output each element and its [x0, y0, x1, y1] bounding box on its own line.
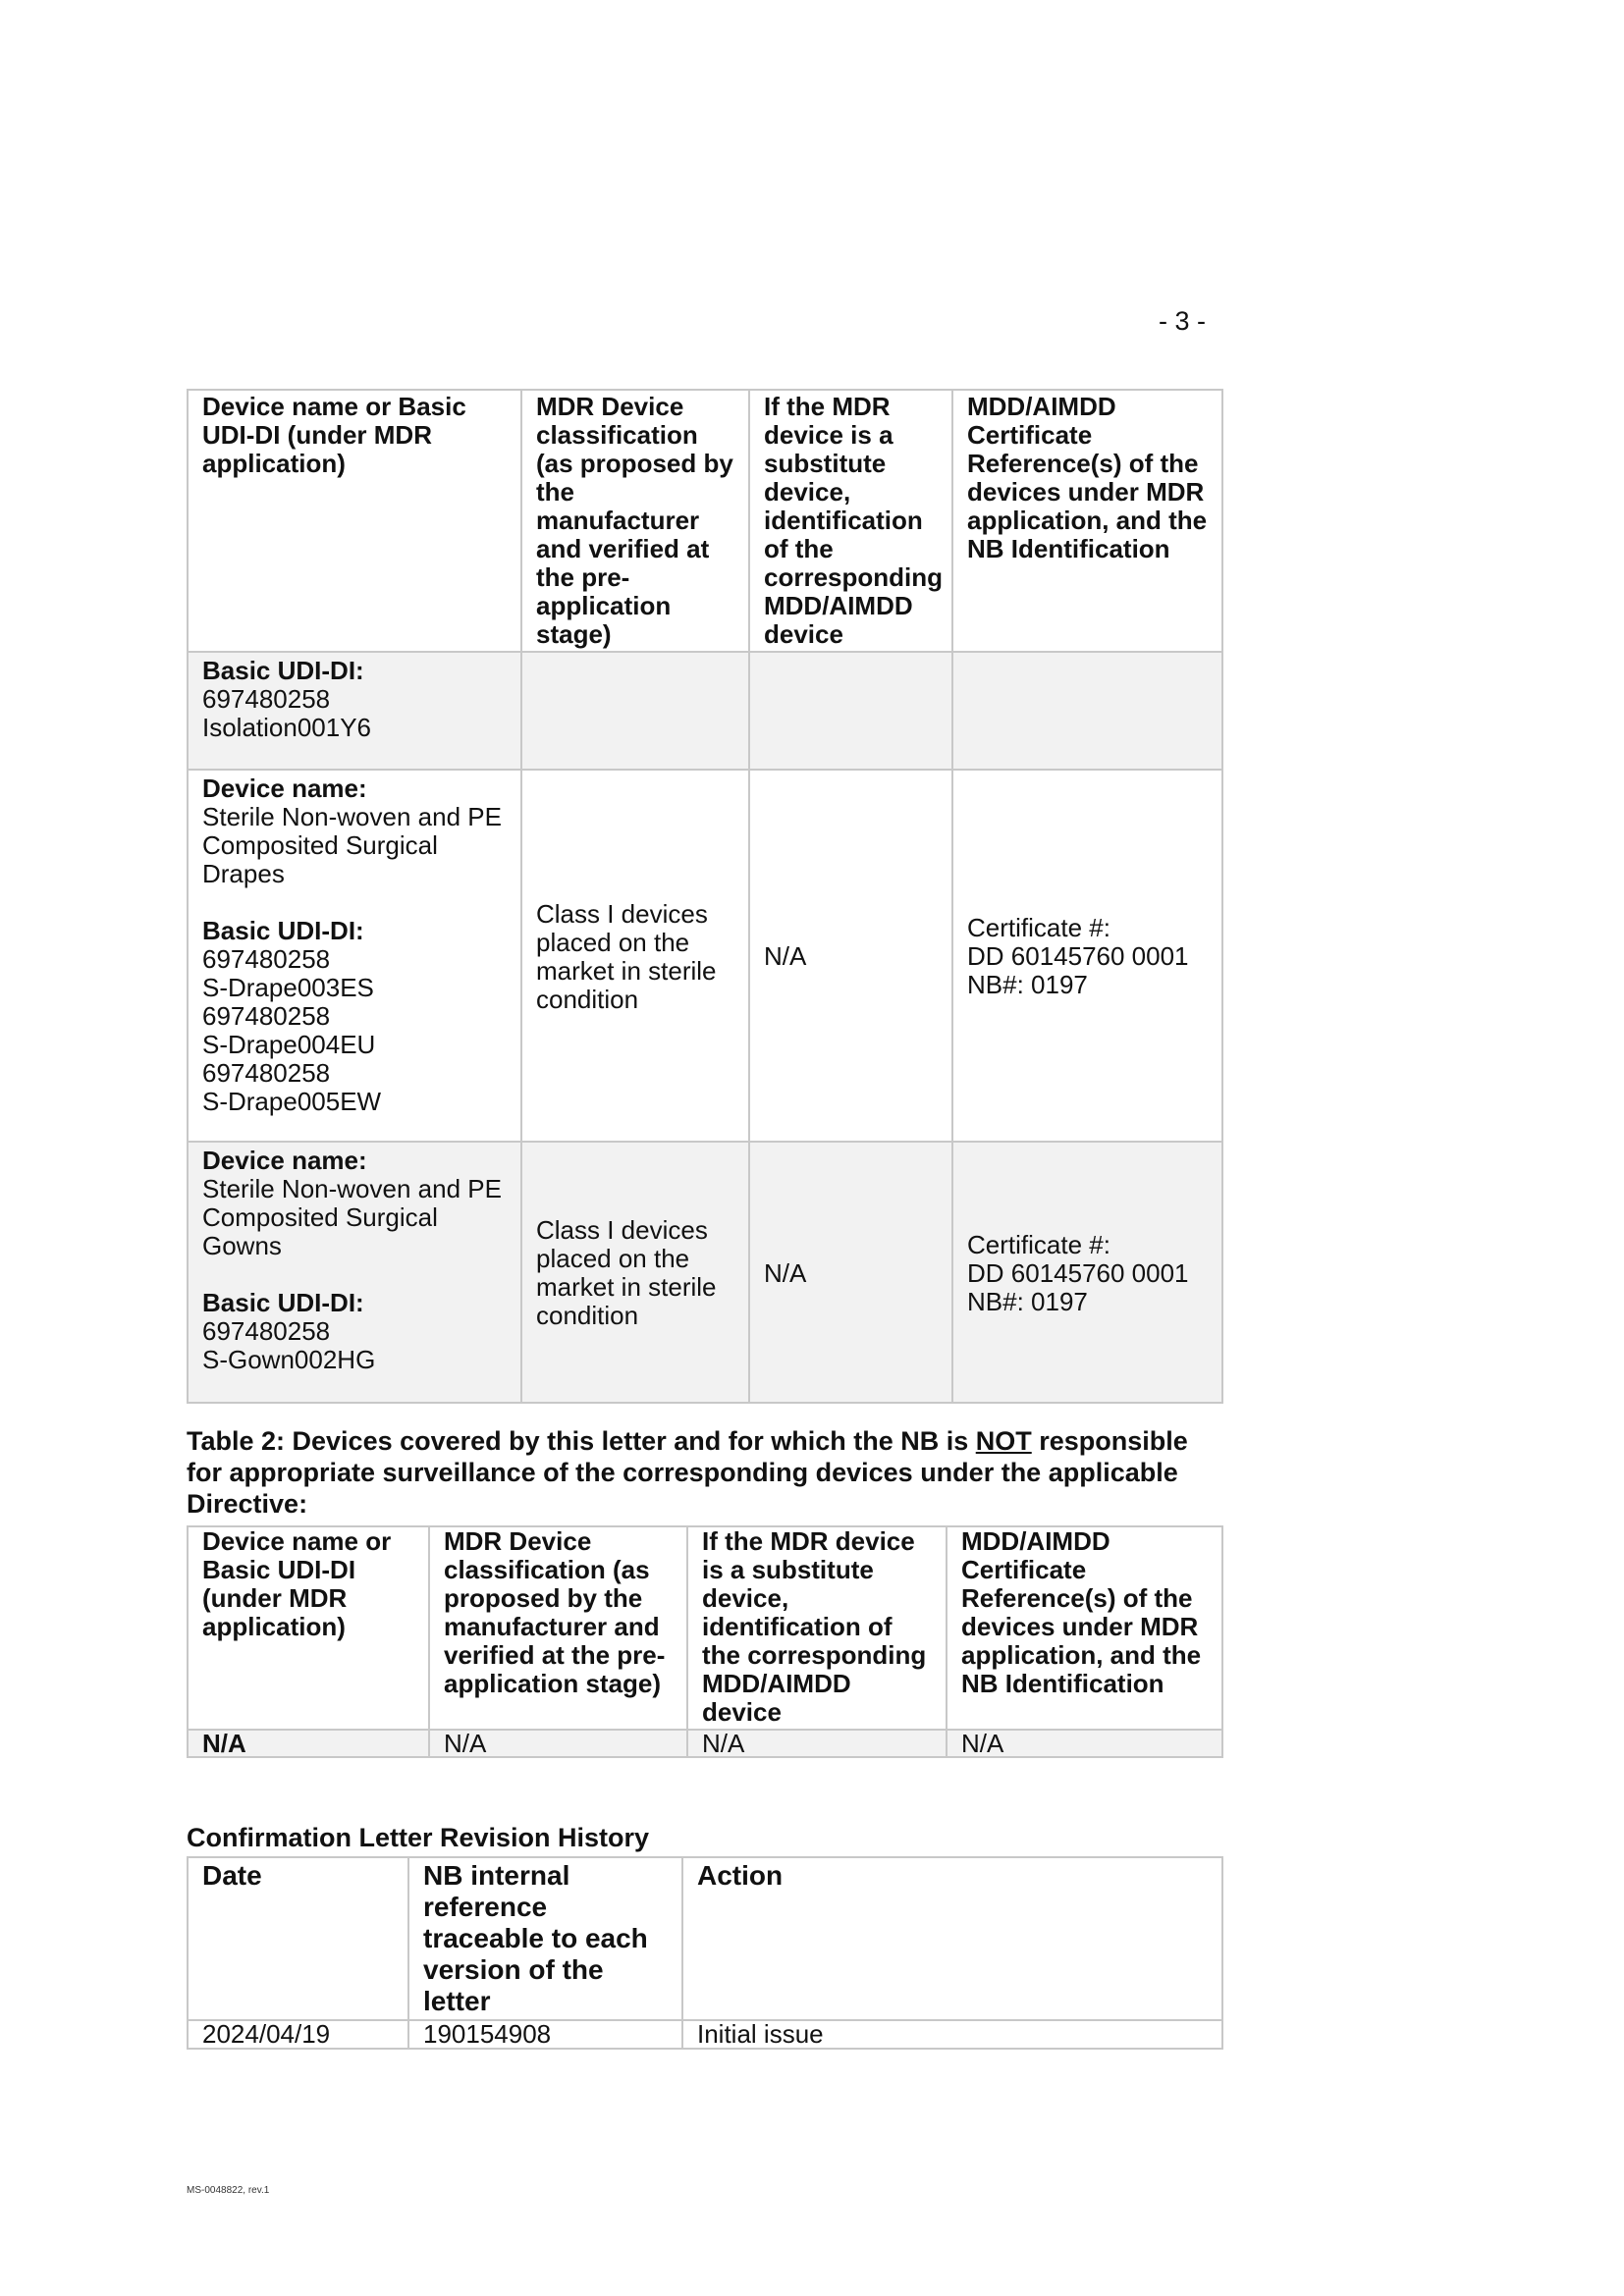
substitute-cell: N/A — [687, 1730, 947, 1757]
table-row — [188, 652, 1222, 770]
udi-line: 697480258 — [202, 1058, 331, 1088]
table-header-row — [188, 1526, 1222, 1730]
footer-document-code: MS-0048822, rev.1 — [187, 2185, 270, 2196]
certificate-line: DD 60145760 0001 — [967, 1257, 1189, 1288]
revision-action: Initial issue — [682, 2020, 1222, 2049]
udi-line: 697480258 — [202, 1001, 331, 1031]
classification-line: placed on the — [536, 927, 690, 957]
classification-cell — [521, 652, 749, 770]
certificate-label: Certificate #: — [967, 913, 1110, 942]
header-substitute-device: If the MDR device is a substitute device, identification of the corresponding MDD/AIMDD device — [687, 1526, 947, 1730]
udi-line: Isolation001Y6 — [202, 713, 372, 742]
device-name-line: Composited Surgical — [202, 1202, 438, 1232]
classification-cell: N/A — [429, 1730, 687, 1757]
caption-text-before: Table 2: Devices covered by this letter and for which the NB is — [187, 1426, 976, 1456]
classification-line: Class I devices — [536, 1215, 708, 1245]
certificate-label: Certificate #: — [967, 1229, 1110, 1259]
classification-cell — [521, 770, 749, 1142]
revision-history-table — [187, 1856, 1223, 2050]
header-certificate-reference: MDD/AIMDD Certificate Reference(s) of the devices under MDR application, and the NB Identification — [947, 1526, 1222, 1730]
classification-line: market in sterile — [536, 1272, 717, 1302]
classification-line: condition — [536, 1301, 639, 1330]
revision-date: 2024/04/19 — [188, 2020, 408, 2049]
device-cell — [188, 652, 521, 770]
udi-line: 697480258 — [202, 1316, 331, 1346]
certificate-cell: N/A — [947, 1730, 1222, 1757]
header-certificate-reference: MDD/AIMDD Certificate Reference(s) of the devices under MDR application, and the NB Identification — [952, 390, 1222, 652]
header-action: Action — [682, 1857, 1222, 2020]
certificate-line: DD 60145760 0001 — [967, 941, 1189, 971]
header-mdr-classification: MDR Device classification (as proposed by the manufacturer and verified at the pre-application stage) — [429, 1526, 687, 1730]
header-device-name: Device name or Basic UDI-DI (under MDR application) — [188, 1526, 429, 1730]
header-substitute-device: If the MDR device is a substitute device, identification of the corresponding MDD/AIMDD device — [749, 390, 952, 652]
table2-caption — [187, 1425, 1227, 1520]
classification-line: Class I devices — [536, 898, 708, 929]
device-name-line: Sterile Non-woven and PE — [202, 1174, 502, 1203]
device-cell — [188, 1142, 521, 1403]
device-cell: N/A — [188, 1730, 429, 1757]
table-row — [188, 1730, 1222, 1757]
device-name-line: Drapes — [202, 859, 285, 888]
table-header-row — [188, 1857, 1222, 2020]
caption-text-after: responsible for appropriate surveillance of the corresponding devices under the applicable Directive: — [187, 1426, 1188, 1519]
udi-line: 697480258 — [202, 684, 331, 714]
device-name-line: Sterile Non-woven and PE — [202, 802, 502, 831]
udi-line: S-Drape004EU — [202, 1030, 376, 1059]
certificate-line: NB#: 0197 — [967, 1286, 1088, 1316]
devices-not-responsible-table — [187, 1525, 1223, 1758]
device-name-line: Composited Surgical — [202, 830, 438, 860]
certificate-line: NB#: 0197 — [967, 970, 1088, 999]
device-name-label: Device name: — [202, 1146, 367, 1175]
classification-line: condition — [536, 984, 639, 1014]
revision-reference: 190154908 — [408, 2020, 682, 2049]
substitute-cell: N/A — [749, 770, 952, 1142]
caption-not: NOT — [975, 1426, 1032, 1456]
table-row — [188, 1142, 1222, 1403]
table-row — [188, 770, 1222, 1142]
classification-line: market in sterile — [536, 955, 717, 986]
device-name-line: Gowns — [202, 1231, 282, 1260]
device-cell — [188, 770, 521, 1142]
table-header-row — [188, 390, 1222, 652]
udi-line: S-Drape003ES — [202, 973, 374, 1002]
header-mdr-classification: MDR Device classification (as proposed by the manufacturer and verified at the pre-application stage) — [521, 390, 749, 652]
certificate-cell — [952, 1142, 1222, 1403]
substitute-cell — [749, 652, 952, 770]
header-device-name: Device name or Basic UDI-DI (under MDR application) — [188, 390, 521, 652]
udi-line: S-Drape005EW — [202, 1087, 382, 1116]
certificate-cell — [952, 770, 1222, 1142]
classification-line: placed on the — [536, 1244, 690, 1273]
page-number: - 3 - — [1159, 306, 1207, 336]
basic-udi-label: Basic UDI-DI: — [202, 1288, 364, 1317]
certificate-cell — [952, 652, 1222, 770]
devices-table — [187, 389, 1223, 1404]
substitute-cell: N/A — [749, 1142, 952, 1403]
header-date: Date — [188, 1857, 408, 2020]
basic-udi-label: Basic UDI-DI: — [202, 656, 364, 685]
udi-line: 697480258 — [202, 944, 331, 974]
device-name-label: Device name: — [202, 774, 367, 803]
revision-history-title: Confirmation Letter Revision History — [187, 1823, 650, 1852]
table-row — [188, 2020, 1222, 2049]
basic-udi-label: Basic UDI-DI: — [202, 916, 364, 945]
header-nb-reference: NB internal reference traceable to each version of the letter — [408, 1857, 682, 2020]
udi-line: S-Gown002HG — [202, 1345, 376, 1374]
classification-cell — [521, 1142, 749, 1403]
